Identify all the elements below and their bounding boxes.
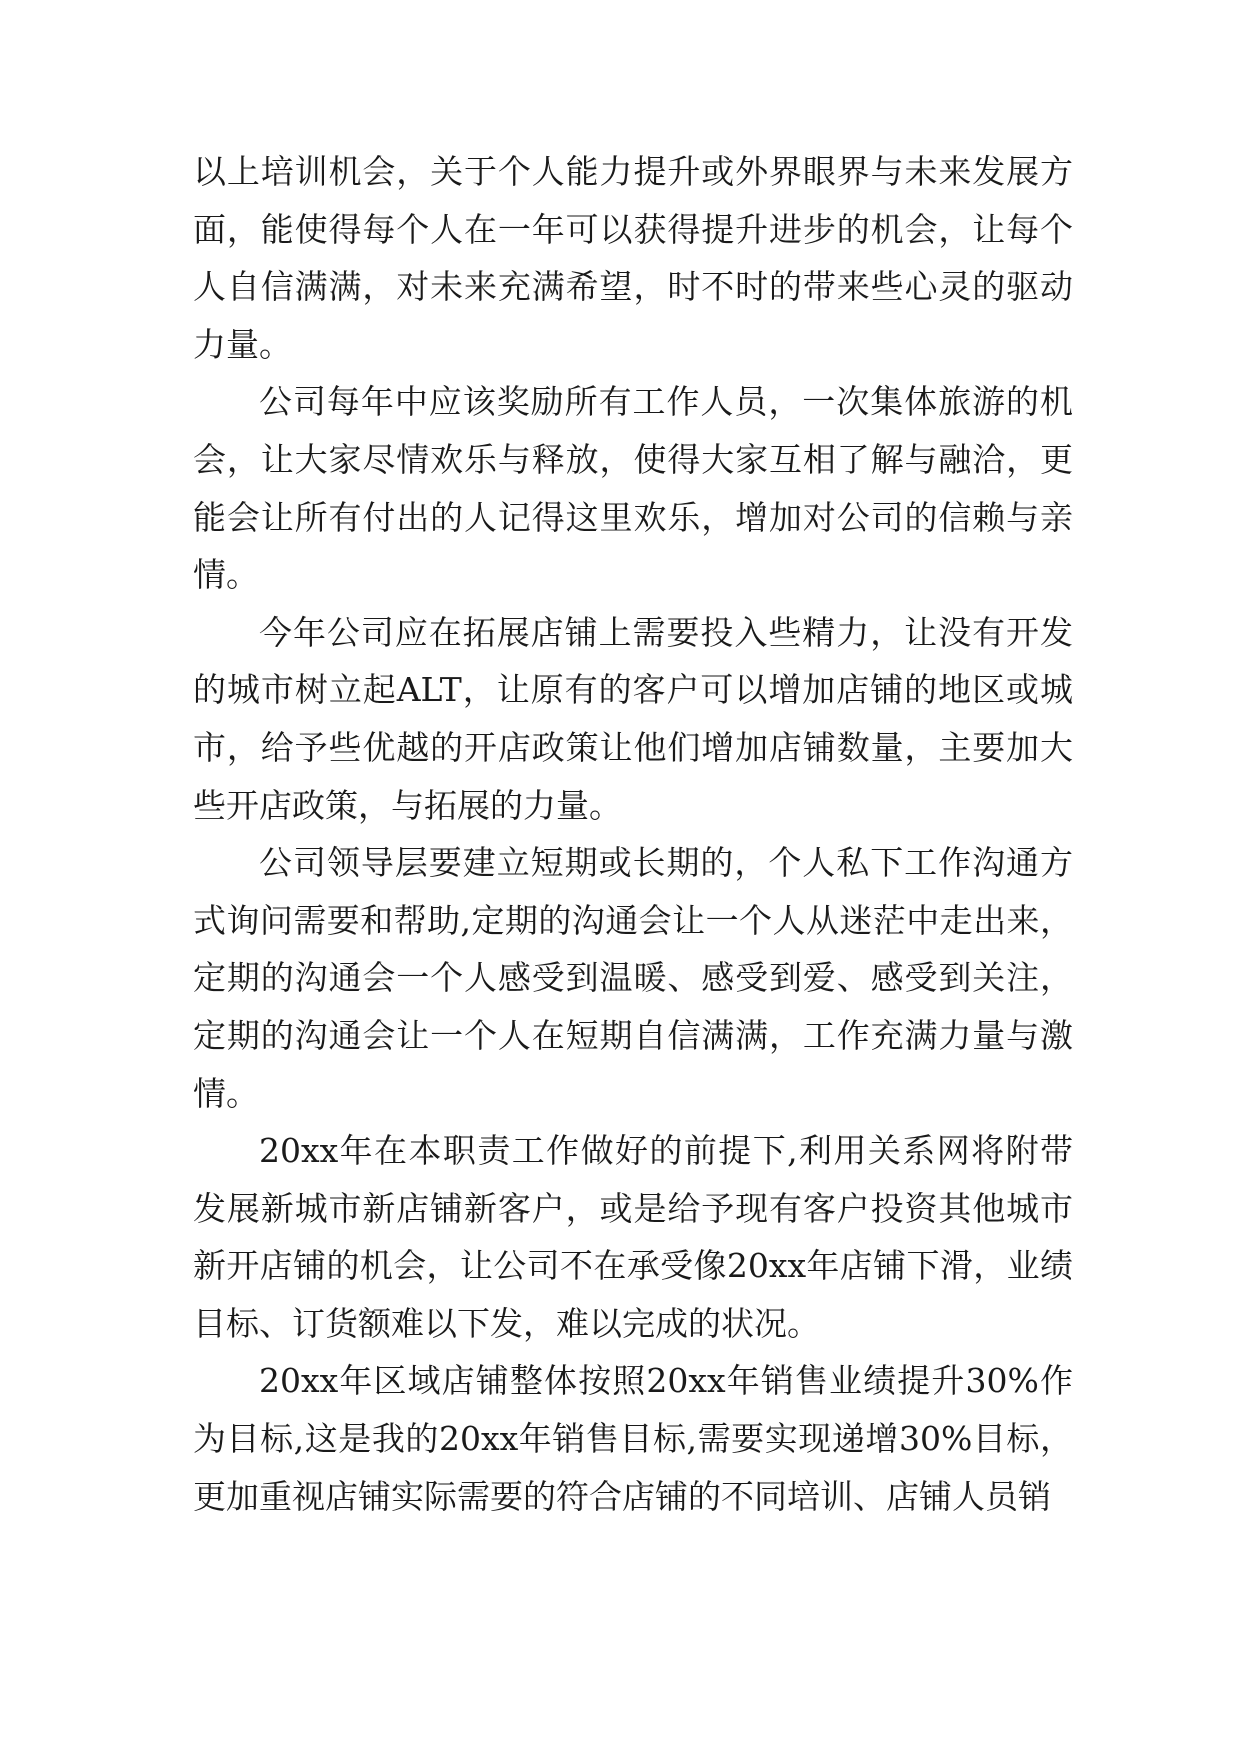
paragraph: 公司领导层要建立短期或长期的，个人私下工作沟通方式询问需要和帮助,定期的沟通会让一个人从迷茫中走出来，定期的沟通会一个人感受到温暖、感受到爱、感受到关注，定期的沟通会让一个人在短期自信满满，工作充满力量与激情。	[193, 843, 1073, 1113]
paragraph: 公司每年中应该奖励所有工作人员，一次集体旅游的机会，让大家尽情欢乐与释放，使得大家互相了解与融洽，更能会让所有付出的人记得这里欢乐，增加对公司的信赖与亲情。	[193, 382, 1073, 595]
body-text	[193, 143, 1073, 1525]
paragraph: 以上培训机会，关于个人能力提升或外界眼界与未来发展方面，能使得每个人在一年可以获得提升进步的机会，让每个人自信满满，对未来充满希望，时不时的带来些心灵的驱动力量。	[193, 152, 1073, 364]
paragraph: 20xx年区域店铺整体按照20xx年销售业绩提升30%作为目标,这是我的20xx年销售目标,需要实现递增30%目标，更加重视店铺实际需要的符合店铺的不同培训、店铺人员销	[193, 1361, 1073, 1516]
paragraph: 今年公司应在拓展店铺上需要投入些精力，让没有开发的城市树立起ALT，让原有的客户可以增加店铺的地区或城市，给予些优越的开店政策让他们增加店铺数量，主要加大些开店政策，与拓展的力量。	[193, 612, 1073, 825]
paragraph: 20xx年在本职责工作做好的前提下,利用关系网将附带发展新城市新店铺新客户，或是给予现有客户投资其他城市新开店铺的机会，让公司不在承受像20xx年店铺下滑，业绩目标、订货额难以下发，难以完成的状况。	[193, 1131, 1073, 1343]
